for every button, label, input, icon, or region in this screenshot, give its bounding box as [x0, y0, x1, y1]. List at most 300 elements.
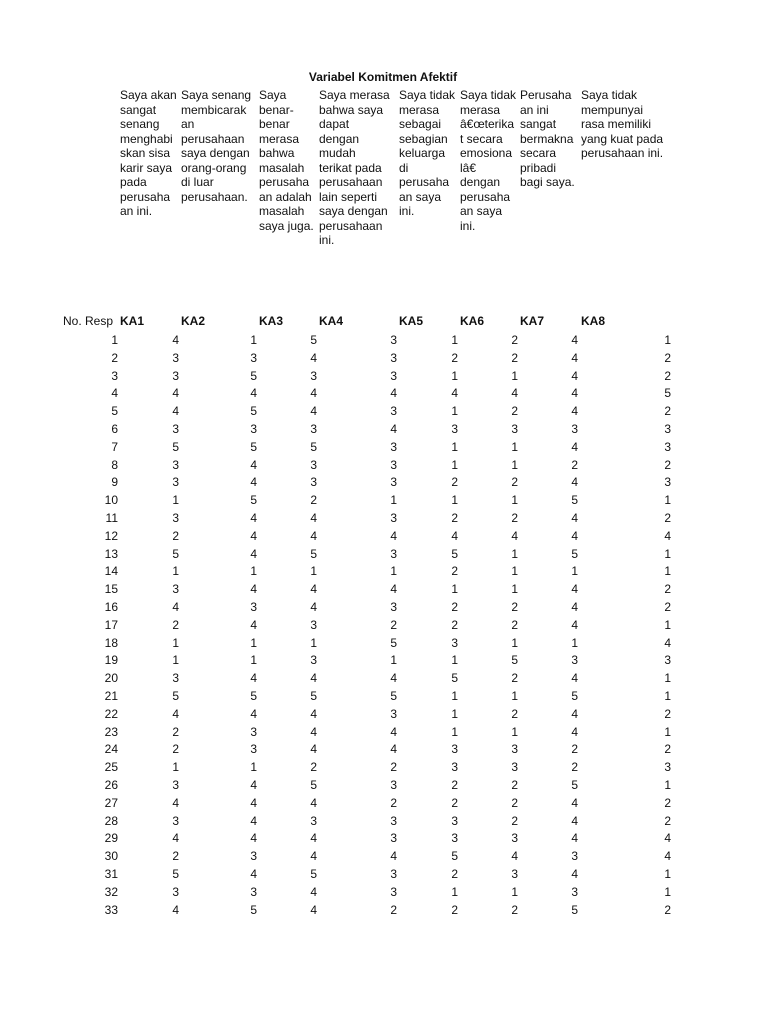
header-no-resp: No. Resp: [63, 314, 114, 328]
cell-no-resp: 22: [104, 706, 118, 721]
table-row: [0, 742, 768, 760]
cell-ka8: 2: [664, 902, 671, 917]
cell-ka6: 2: [511, 706, 518, 721]
cell-ka7: 4: [571, 813, 578, 828]
cell-ka3: 1: [310, 635, 317, 650]
table-row: [0, 760, 768, 778]
cell-ka2: 3: [250, 742, 257, 757]
cell-ka5: 2: [451, 599, 458, 614]
cell-ka1: 2: [172, 849, 179, 864]
table-row: [0, 831, 768, 849]
cell-ka2: 3: [250, 884, 257, 899]
cell-ka4: 4: [390, 582, 397, 597]
cell-ka3: 2: [310, 493, 317, 508]
cell-ka6: 2: [511, 813, 518, 828]
cell-ka4: 3: [390, 777, 397, 792]
cell-ka4: 1: [390, 653, 397, 668]
cell-ka5: 1: [451, 653, 458, 668]
cell-no-resp: 29: [104, 831, 118, 846]
cell-ka1: 4: [172, 795, 179, 810]
cell-ka4: 2: [390, 902, 397, 917]
cell-ka4: 3: [390, 457, 397, 472]
cell-ka4: 4: [390, 528, 397, 543]
cell-ka7: 4: [571, 510, 578, 525]
header-ka5: KA5: [399, 314, 424, 328]
cell-ka6: 1: [511, 724, 518, 739]
header-ka2: KA2: [181, 314, 206, 328]
cell-ka8: 4: [664, 849, 671, 864]
table-row: [0, 707, 768, 725]
table-row: [0, 369, 768, 387]
cell-ka2: 3: [250, 350, 257, 365]
cell-ka3: 4: [310, 849, 317, 864]
cell-ka1: 3: [172, 671, 179, 686]
cell-no-resp: 6: [111, 421, 118, 436]
cell-ka3: 5: [310, 777, 317, 792]
cell-ka6: 4: [511, 849, 518, 864]
cell-no-resp: 25: [104, 760, 118, 775]
cell-ka7: 1: [571, 635, 578, 650]
cell-ka8: 1: [664, 884, 671, 899]
cell-ka8: 1: [664, 546, 671, 561]
cell-ka3: 4: [310, 386, 317, 401]
cell-ka1: 2: [172, 724, 179, 739]
table-row: [0, 564, 768, 582]
cell-ka8: 2: [664, 350, 671, 365]
cell-ka5: 2: [451, 777, 458, 792]
cell-ka5: 1: [451, 457, 458, 472]
table-row: [0, 600, 768, 618]
cell-ka7: 1: [571, 564, 578, 579]
cell-ka3: 4: [310, 902, 317, 917]
cell-ka3: 4: [310, 795, 317, 810]
cell-ka6: 2: [511, 617, 518, 632]
cell-no-resp: 2: [111, 350, 118, 365]
cell-ka7: 4: [571, 386, 578, 401]
cell-ka8: 2: [664, 706, 671, 721]
cell-ka6: 2: [511, 404, 518, 419]
cell-no-resp: 14: [104, 564, 118, 579]
cell-ka6: 2: [511, 777, 518, 792]
header-ka8: KA8: [581, 314, 606, 328]
cell-ka5: 2: [451, 475, 458, 490]
header-ka3: KA3: [259, 314, 284, 328]
cell-ka5: 5: [451, 546, 458, 561]
cell-ka3: 5: [310, 688, 317, 703]
cell-ka7: 5: [571, 777, 578, 792]
cell-no-resp: 9: [111, 475, 118, 490]
cell-ka3: 1: [310, 564, 317, 579]
cell-ka2: 3: [250, 849, 257, 864]
cell-ka7: 5: [571, 688, 578, 703]
cell-ka7: 4: [571, 439, 578, 454]
cell-ka8: 3: [664, 653, 671, 668]
cell-no-resp: 18: [104, 635, 118, 650]
cell-no-resp: 26: [104, 777, 118, 792]
cell-ka6: 3: [511, 742, 518, 757]
table-row: [0, 725, 768, 743]
cell-ka4: 3: [390, 404, 397, 419]
desc-ka8: Saya tidak mempunyai rasa memiliki yang kuat pada perusahaan ini.: [581, 88, 664, 160]
cell-ka3: 5: [310, 333, 317, 347]
cell-ka5: 4: [451, 386, 458, 401]
cell-ka6: 3: [511, 760, 518, 775]
cell-ka7: 4: [571, 866, 578, 881]
cell-ka1: 4: [172, 599, 179, 614]
table-row: [0, 440, 768, 458]
desc-ka1: Saya akan sangat senang menghabi skan sisa karir saya pada perusaha an ini.: [120, 88, 177, 218]
cell-ka7: 3: [571, 849, 578, 864]
cell-ka6: 3: [511, 831, 518, 846]
cell-ka8: 2: [664, 368, 671, 383]
table-row: [0, 814, 768, 832]
header-ka6: KA6: [460, 314, 485, 328]
cell-ka3: 4: [310, 742, 317, 757]
cell-ka7: 3: [571, 884, 578, 899]
cell-ka6: 3: [511, 866, 518, 881]
cell-ka1: 3: [172, 350, 179, 365]
data-table-body: [0, 333, 768, 920]
cell-ka1: 2: [172, 528, 179, 543]
cell-ka7: 4: [571, 475, 578, 490]
cell-ka2: 1: [250, 760, 257, 775]
cell-ka5: 3: [451, 760, 458, 775]
cell-ka5: 4: [451, 528, 458, 543]
cell-ka2: 4: [250, 510, 257, 525]
cell-ka2: 4: [250, 813, 257, 828]
cell-ka5: 1: [451, 493, 458, 508]
cell-ka5: 3: [451, 742, 458, 757]
cell-ka3: 2: [310, 760, 317, 775]
cell-ka5: 2: [451, 617, 458, 632]
table-row: [0, 671, 768, 689]
cell-no-resp: 32: [104, 884, 118, 899]
cell-ka1: 3: [172, 510, 179, 525]
cell-ka5: 3: [451, 831, 458, 846]
cell-ka2: 1: [250, 653, 257, 668]
cell-ka8: 2: [664, 813, 671, 828]
cell-ka4: 3: [390, 350, 397, 365]
cell-ka1: 4: [172, 706, 179, 721]
cell-ka3: 3: [310, 617, 317, 632]
table-row: [0, 404, 768, 422]
cell-ka8: 3: [664, 760, 671, 775]
cell-ka4: 3: [390, 546, 397, 561]
cell-ka7: 4: [571, 795, 578, 810]
cell-ka8: 4: [664, 635, 671, 650]
cell-ka2: 5: [250, 368, 257, 383]
cell-no-resp: 19: [104, 653, 118, 668]
cell-ka7: 4: [571, 350, 578, 365]
cell-ka5: 1: [451, 333, 458, 347]
cell-ka6: 2: [511, 599, 518, 614]
cell-no-resp: 23: [104, 724, 118, 739]
header-ka4: KA4: [319, 314, 344, 328]
cell-ka1: 4: [172, 902, 179, 917]
cell-ka6: 1: [511, 688, 518, 703]
cell-no-resp: 12: [104, 528, 118, 543]
cell-ka2: 4: [250, 386, 257, 401]
cell-ka3: 4: [310, 528, 317, 543]
cell-ka3: 4: [310, 510, 317, 525]
desc-ka3: Saya benar- benar merasa bahwa masalah perusaha an adalah masalah saya juga.: [259, 88, 314, 233]
cell-ka1: 3: [172, 421, 179, 436]
table-row: [0, 547, 768, 565]
cell-ka8: 2: [664, 599, 671, 614]
cell-ka6: 2: [511, 795, 518, 810]
cell-no-resp: 5: [111, 404, 118, 419]
cell-ka8: 2: [664, 404, 671, 419]
cell-no-resp: 8: [111, 457, 118, 472]
cell-ka1: 5: [172, 439, 179, 454]
cell-ka6: 1: [511, 884, 518, 899]
table-row: [0, 582, 768, 600]
cell-ka7: 2: [571, 760, 578, 775]
cell-no-resp: 21: [104, 688, 118, 703]
cell-no-resp: 15: [104, 582, 118, 597]
cell-ka4: 5: [390, 688, 397, 703]
cell-no-resp: 1: [111, 333, 118, 347]
cell-ka3: 3: [310, 813, 317, 828]
cell-ka6: 2: [511, 671, 518, 686]
cell-ka4: 4: [390, 671, 397, 686]
cell-ka3: 4: [310, 831, 317, 846]
cell-no-resp: 7: [111, 439, 118, 454]
cell-ka2: 4: [250, 457, 257, 472]
table-row: [0, 475, 768, 493]
cell-no-resp: 28: [104, 813, 118, 828]
cell-no-resp: 20: [104, 671, 118, 686]
cell-ka5: 1: [451, 706, 458, 721]
cell-ka2: 4: [250, 528, 257, 543]
table-row: [0, 903, 768, 921]
cell-ka4: 3: [390, 599, 397, 614]
cell-ka6: 1: [511, 582, 518, 597]
cell-ka1: 2: [172, 617, 179, 632]
cell-no-resp: 11: [105, 510, 118, 525]
cell-ka3: 4: [310, 706, 317, 721]
table-row: [0, 618, 768, 636]
table-row: [0, 386, 768, 404]
cell-ka6: 4: [511, 528, 518, 543]
cell-ka3: 3: [310, 653, 317, 668]
cell-ka3: 4: [310, 582, 317, 597]
cell-ka7: 2: [571, 742, 578, 757]
cell-no-resp: 31: [104, 866, 118, 881]
cell-ka2: 3: [250, 724, 257, 739]
cell-ka6: 1: [511, 439, 518, 454]
header-ka7: KA7: [520, 314, 545, 328]
table-row: [0, 422, 768, 440]
cell-ka1: 5: [172, 688, 179, 703]
cell-ka8: 5: [664, 386, 671, 401]
cell-ka8: 3: [664, 475, 671, 490]
cell-ka2: 5: [250, 493, 257, 508]
cell-no-resp: 16: [104, 599, 118, 614]
cell-ka2: 4: [250, 777, 257, 792]
cell-ka7: 5: [571, 902, 578, 917]
cell-ka6: 2: [511, 902, 518, 917]
cell-ka7: 4: [571, 528, 578, 543]
cell-ka1: 5: [172, 866, 179, 881]
cell-ka8: 3: [664, 439, 671, 454]
cell-ka5: 1: [451, 688, 458, 703]
cell-ka5: 2: [451, 510, 458, 525]
cell-ka1: 5: [172, 546, 179, 561]
cell-ka3: 5: [310, 546, 317, 561]
cell-ka1: 3: [172, 475, 179, 490]
cell-ka5: 2: [451, 350, 458, 365]
cell-no-resp: 27: [104, 795, 118, 810]
cell-ka6: 3: [511, 421, 518, 436]
table-row: [0, 529, 768, 547]
cell-ka3: 3: [310, 421, 317, 436]
cell-ka4: 4: [390, 849, 397, 864]
desc-ka7: Perusaha an ini sangat bermakna secara pribadi bagi saya.: [520, 88, 575, 189]
desc-ka6: Saya tidak merasa â€œterika t secara emosiona lâ€ dengan perusaha an saya ini.: [460, 88, 517, 233]
cell-ka3: 3: [310, 475, 317, 490]
cell-ka2: 4: [250, 617, 257, 632]
cell-no-resp: 17: [104, 617, 118, 632]
cell-ka4: 4: [390, 724, 397, 739]
cell-ka5: 1: [451, 368, 458, 383]
cell-ka4: 5: [390, 635, 397, 650]
cell-ka7: 4: [571, 724, 578, 739]
cell-ka2: 4: [250, 706, 257, 721]
cell-ka7: 3: [571, 421, 578, 436]
cell-ka8: 1: [664, 866, 671, 881]
cell-ka6: 1: [511, 457, 518, 472]
cell-ka1: 1: [172, 564, 179, 579]
cell-ka6: 2: [511, 510, 518, 525]
cell-ka6: 1: [511, 564, 518, 579]
cell-ka4: 3: [390, 884, 397, 899]
cell-ka4: 3: [390, 831, 397, 846]
cell-ka5: 3: [451, 421, 458, 436]
table-row: [0, 351, 768, 369]
cell-ka7: 5: [571, 493, 578, 508]
cell-ka8: 1: [664, 333, 671, 347]
cell-ka8: 4: [664, 831, 671, 846]
desc-ka4: Saya merasa bahwa saya dapat dengan mudah terikat pada perusahaan lain seperti saya dengan perusahaan ini.: [319, 88, 390, 247]
cell-ka4: 3: [390, 475, 397, 490]
cell-ka6: 2: [511, 350, 518, 365]
cell-ka7: 4: [571, 404, 578, 419]
cell-ka3: 4: [310, 671, 317, 686]
cell-ka8: 1: [664, 671, 671, 686]
cell-no-resp: 33: [104, 902, 118, 917]
cell-ka7: 4: [571, 617, 578, 632]
cell-ka4: 3: [390, 866, 397, 881]
table-row: [0, 689, 768, 707]
cell-ka1: 3: [172, 582, 179, 597]
table-row: [0, 458, 768, 476]
cell-ka6: 1: [511, 635, 518, 650]
cell-ka1: 4: [172, 831, 179, 846]
cell-ka1: 3: [172, 813, 179, 828]
document-title: Variabel Komitmen Afektif: [308, 70, 458, 84]
cell-ka8: 1: [664, 564, 671, 579]
cell-ka3: 5: [310, 866, 317, 881]
cell-ka7: 2: [571, 457, 578, 472]
cell-ka1: 4: [172, 386, 179, 401]
cell-ka8: 1: [664, 724, 671, 739]
cell-ka1: 1: [172, 653, 179, 668]
table-row: [0, 885, 768, 903]
cell-ka2: 4: [250, 831, 257, 846]
cell-ka2: 4: [250, 671, 257, 686]
cell-ka2: 5: [250, 688, 257, 703]
cell-ka8: 1: [664, 777, 671, 792]
cell-ka2: 4: [250, 582, 257, 597]
table-row: [0, 867, 768, 885]
cell-ka6: 5: [511, 653, 518, 668]
cell-ka8: 2: [664, 510, 671, 525]
cell-no-resp: 10: [104, 493, 118, 508]
cell-ka5: 2: [451, 795, 458, 810]
cell-ka5: 1: [451, 582, 458, 597]
table-row: [0, 778, 768, 796]
cell-ka2: 4: [250, 475, 257, 490]
cell-ka4: 3: [390, 333, 397, 347]
cell-ka7: 4: [571, 831, 578, 846]
cell-ka5: 1: [451, 439, 458, 454]
cell-ka5: 1: [451, 404, 458, 419]
cell-ka3: 5: [310, 439, 317, 454]
cell-ka8: 3: [664, 421, 671, 436]
cell-no-resp: 3: [111, 368, 118, 383]
cell-ka3: 3: [310, 457, 317, 472]
cell-ka1: 1: [172, 493, 179, 508]
cell-ka8: 2: [664, 742, 671, 757]
header-ka1: KA1: [120, 314, 145, 328]
cell-ka5: 3: [451, 813, 458, 828]
cell-ka7: 3: [571, 653, 578, 668]
cell-ka3: 4: [310, 884, 317, 899]
cell-ka2: 5: [250, 902, 257, 917]
cell-ka4: 3: [390, 368, 397, 383]
cell-ka7: 4: [571, 706, 578, 721]
cell-ka3: 3: [310, 368, 317, 383]
cell-ka7: 4: [571, 333, 578, 347]
cell-ka3: 4: [310, 404, 317, 419]
cell-ka6: 2: [511, 475, 518, 490]
cell-ka2: 1: [250, 564, 257, 579]
cell-ka4: 2: [390, 795, 397, 810]
cell-ka1: 2: [172, 742, 179, 757]
cell-ka5: 5: [451, 849, 458, 864]
cell-no-resp: 4: [111, 386, 118, 401]
cell-ka5: 3: [451, 635, 458, 650]
cell-ka2: 4: [250, 795, 257, 810]
cell-ka1: 4: [172, 333, 179, 347]
cell-ka8: 2: [664, 795, 671, 810]
desc-ka2: Saya senang membicarak an perusahaan saya dengan orang-orang di luar perusahaan.: [181, 88, 252, 204]
cell-ka2: 3: [250, 599, 257, 614]
cell-ka8: 1: [664, 493, 671, 508]
cell-ka2: 5: [250, 404, 257, 419]
cell-ka7: 4: [571, 599, 578, 614]
cell-ka4: 1: [390, 564, 397, 579]
cell-ka4: 3: [390, 706, 397, 721]
cell-ka5: 2: [451, 564, 458, 579]
cell-ka4: 1: [390, 493, 397, 508]
cell-no-resp: 24: [104, 742, 118, 757]
desc-ka5: Saya tidak merasa sebagai sebagian keluarga di perusaha an saya ini.: [399, 88, 456, 218]
cell-ka4: 3: [390, 439, 397, 454]
table-row: [0, 493, 768, 511]
cell-ka8: 2: [664, 457, 671, 472]
